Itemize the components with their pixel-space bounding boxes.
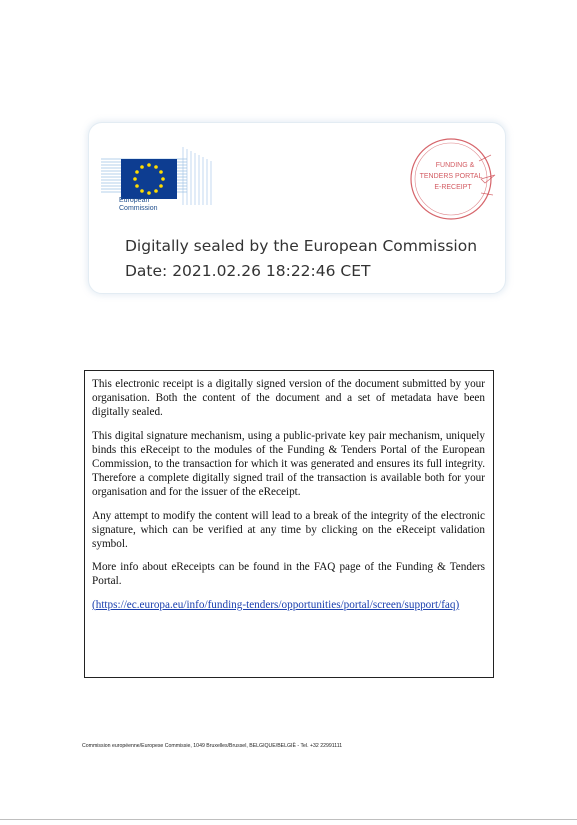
receipt-paragraph-2: This digital signature mechanism, using a public-private key pair mechanism, uniquely binds this eReceipt to the modules of the Funding & Tenders Portal of the European Commission, to the transaction for which it was generated and ensures its full integrity. Therefore a complete digitally signed trail of the transaction is available both for your organisation and for the issuer of the eReceipt. <box>92 429 485 499</box>
e-receipt-stamp-icon <box>399 129 499 229</box>
receipt-notice-box <box>84 370 494 678</box>
digital-seal-panel <box>88 122 506 294</box>
seal-date: Date: 2021.02.26 18:22:46 CET <box>125 262 371 280</box>
logo-line-1: European <box>119 197 150 204</box>
receipt-paragraph-3: Any attempt to modify the content will lead to a break of the integrity of the electronic signature, which can be verified at any time by clicking on the eReceipt validation symbol. <box>92 509 485 551</box>
receipt-paragraph-4: More info about eReceipts can be found in the FAQ page of the Funding & Tenders Portal. <box>92 561 485 588</box>
receipt-faq-paragraph <box>92 598 485 612</box>
footer-address: Commission européenne/Europese Commissie, 1049 Bruxelles/Brussel, BELGIQUE/BELGIË - Tel. +32 22991111 <box>82 743 343 749</box>
european-commission-logo-icon <box>99 145 219 235</box>
receipt-paragraph-1: This electronic receipt is a digitally signed version of the document submitted by your organisation. Both the content of the document and a set of metadata have been digitally sealed. <box>92 378 485 419</box>
logo-label <box>119 197 158 213</box>
stamp-line-1: FUNDING & <box>435 162 475 169</box>
seal-title: Digitally sealed by the European Commission <box>125 237 478 255</box>
stamp-line-2: TENDERS PORTAL <box>419 173 483 180</box>
faq-link[interactable]: (https://ec.europa.eu/info/funding-tenders/opportunities/portal/screen/support/faq) <box>92 598 460 611</box>
stamp-line-3: E-RECEIPT <box>434 184 472 191</box>
page-bottom-divider <box>0 819 577 820</box>
logo-line-2: Commission <box>119 205 158 212</box>
